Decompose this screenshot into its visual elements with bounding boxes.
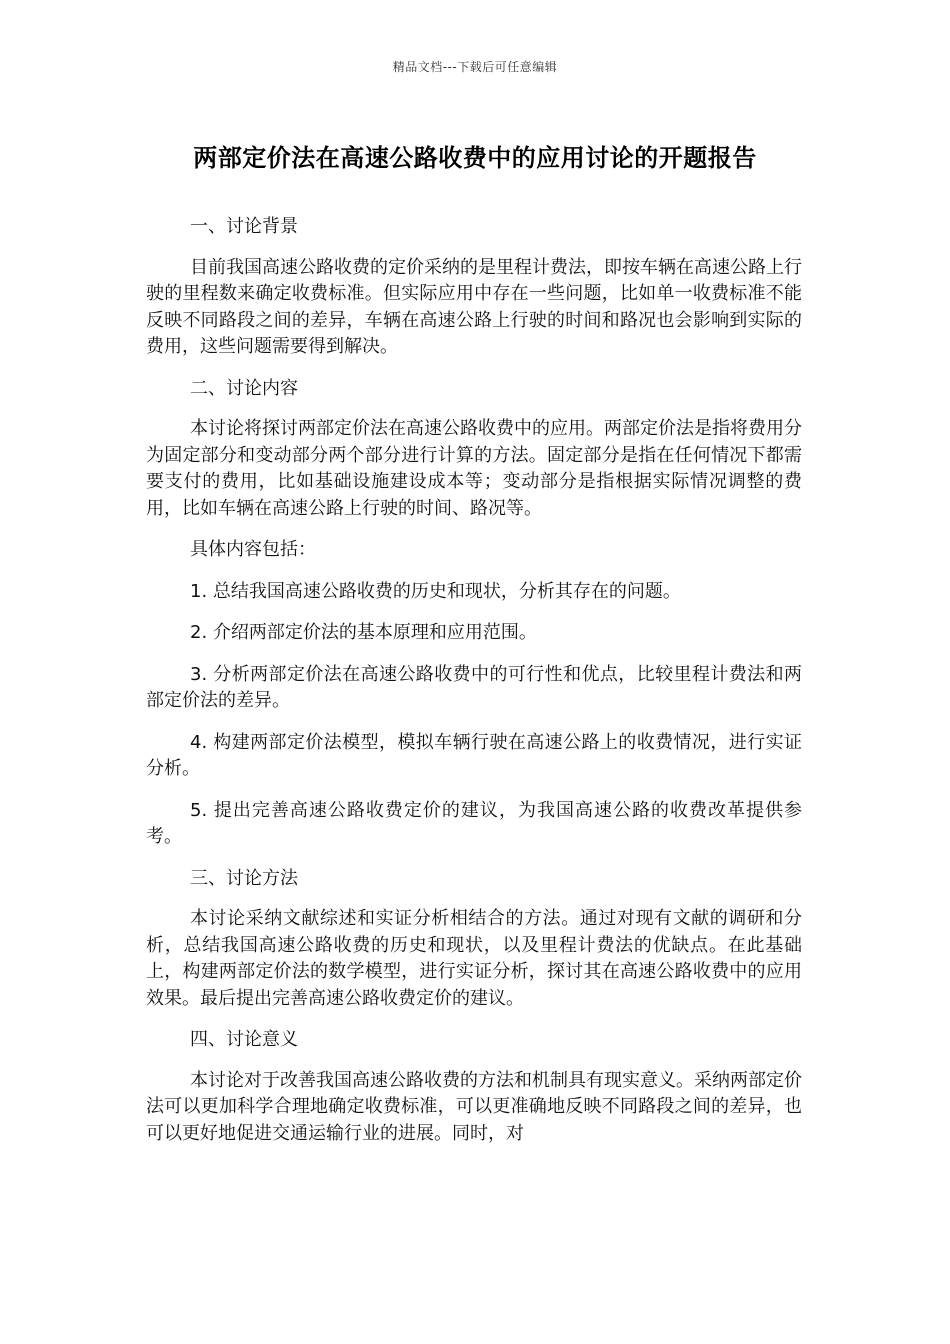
content-list-intro: 具体内容包括： bbox=[190, 539, 316, 560]
document-title: 两部定价法在高速公路收费中的应用讨论的开题报告 bbox=[193, 144, 757, 172]
content-paragraph: 本讨论将探讨两部定价法在高速公路收费中的应用。两部定价法是指将费用分为固定部分和变动部分两个部分进行计算的方法。固定部分是指在任何情况下都需要支付的费用，比如基础设施建设成本等；变动部分是指根据实际情况调整的费用，比如车辆在高速公路上行驶的时间、路况等。 bbox=[146, 418, 802, 519]
significance-paragraph: 本讨论对于改善我国高速公路收费的方法和机制具有现实意义。采纳两部定价法可以更加科学合理地确定收费标准，可以更准确地反映不同路段之间的差异，也可以更好地促进交通运输行业的进展。同时，对 bbox=[146, 1069, 802, 1144]
document-body bbox=[146, 214, 802, 1162]
list-item: 5. 提出完善高速公路收费定价的建议，为我国高速公路的收费改革提供参考。 bbox=[146, 799, 802, 847]
background-paragraph: 目前我国高速公路收费的定价采纳的是里程计费法，即按车辆在高速公路上行驶的里程数来确定收费标准。但实际应用中存在一些问题，比如单一收费标准不能反映不同路段之间的差异，车辆在高速公路上行驶的时间和路况也会影响到实际的费用，这些问题需要得到解决。 bbox=[146, 256, 802, 357]
list-item: 3. 分析两部定价法在高速公路收费中的可行性和优点，比较里程计费法和两部定价法的差异。 bbox=[146, 663, 802, 711]
section-heading-significance: 四、讨论意义 bbox=[190, 1029, 298, 1050]
method-paragraph: 本讨论采纳文献综述和实证分析相结合的方法。通过对现有文献的调研和分析，总结我国高速公路收费的历史和现状，以及里程计费法的优缺点。在此基础上，构建两部定价法的数学模型，进行实证分析，探讨其在高速公路收费中的应用效果。最后提出完善高速公路收费定价的建议。 bbox=[146, 908, 802, 1009]
list-item: 4. 构建两部定价法模型，模拟车辆行驶在高速公路上的收费情况，进行实证分析。 bbox=[146, 731, 802, 779]
section-heading-content: 二、讨论内容 bbox=[190, 377, 298, 399]
list-item: 1. 总结我国高速公路收费的历史和现状，分析其存在的问题。 bbox=[190, 580, 681, 602]
running-header: 精品文档---下载后可任意编辑 bbox=[392, 60, 558, 74]
list-item: 2. 介绍两部定价法的基本原理和应用范围。 bbox=[190, 622, 537, 643]
section-heading-background: 一、讨论背景 bbox=[190, 216, 298, 237]
section-heading-method: 三、讨论方法 bbox=[190, 867, 298, 889]
